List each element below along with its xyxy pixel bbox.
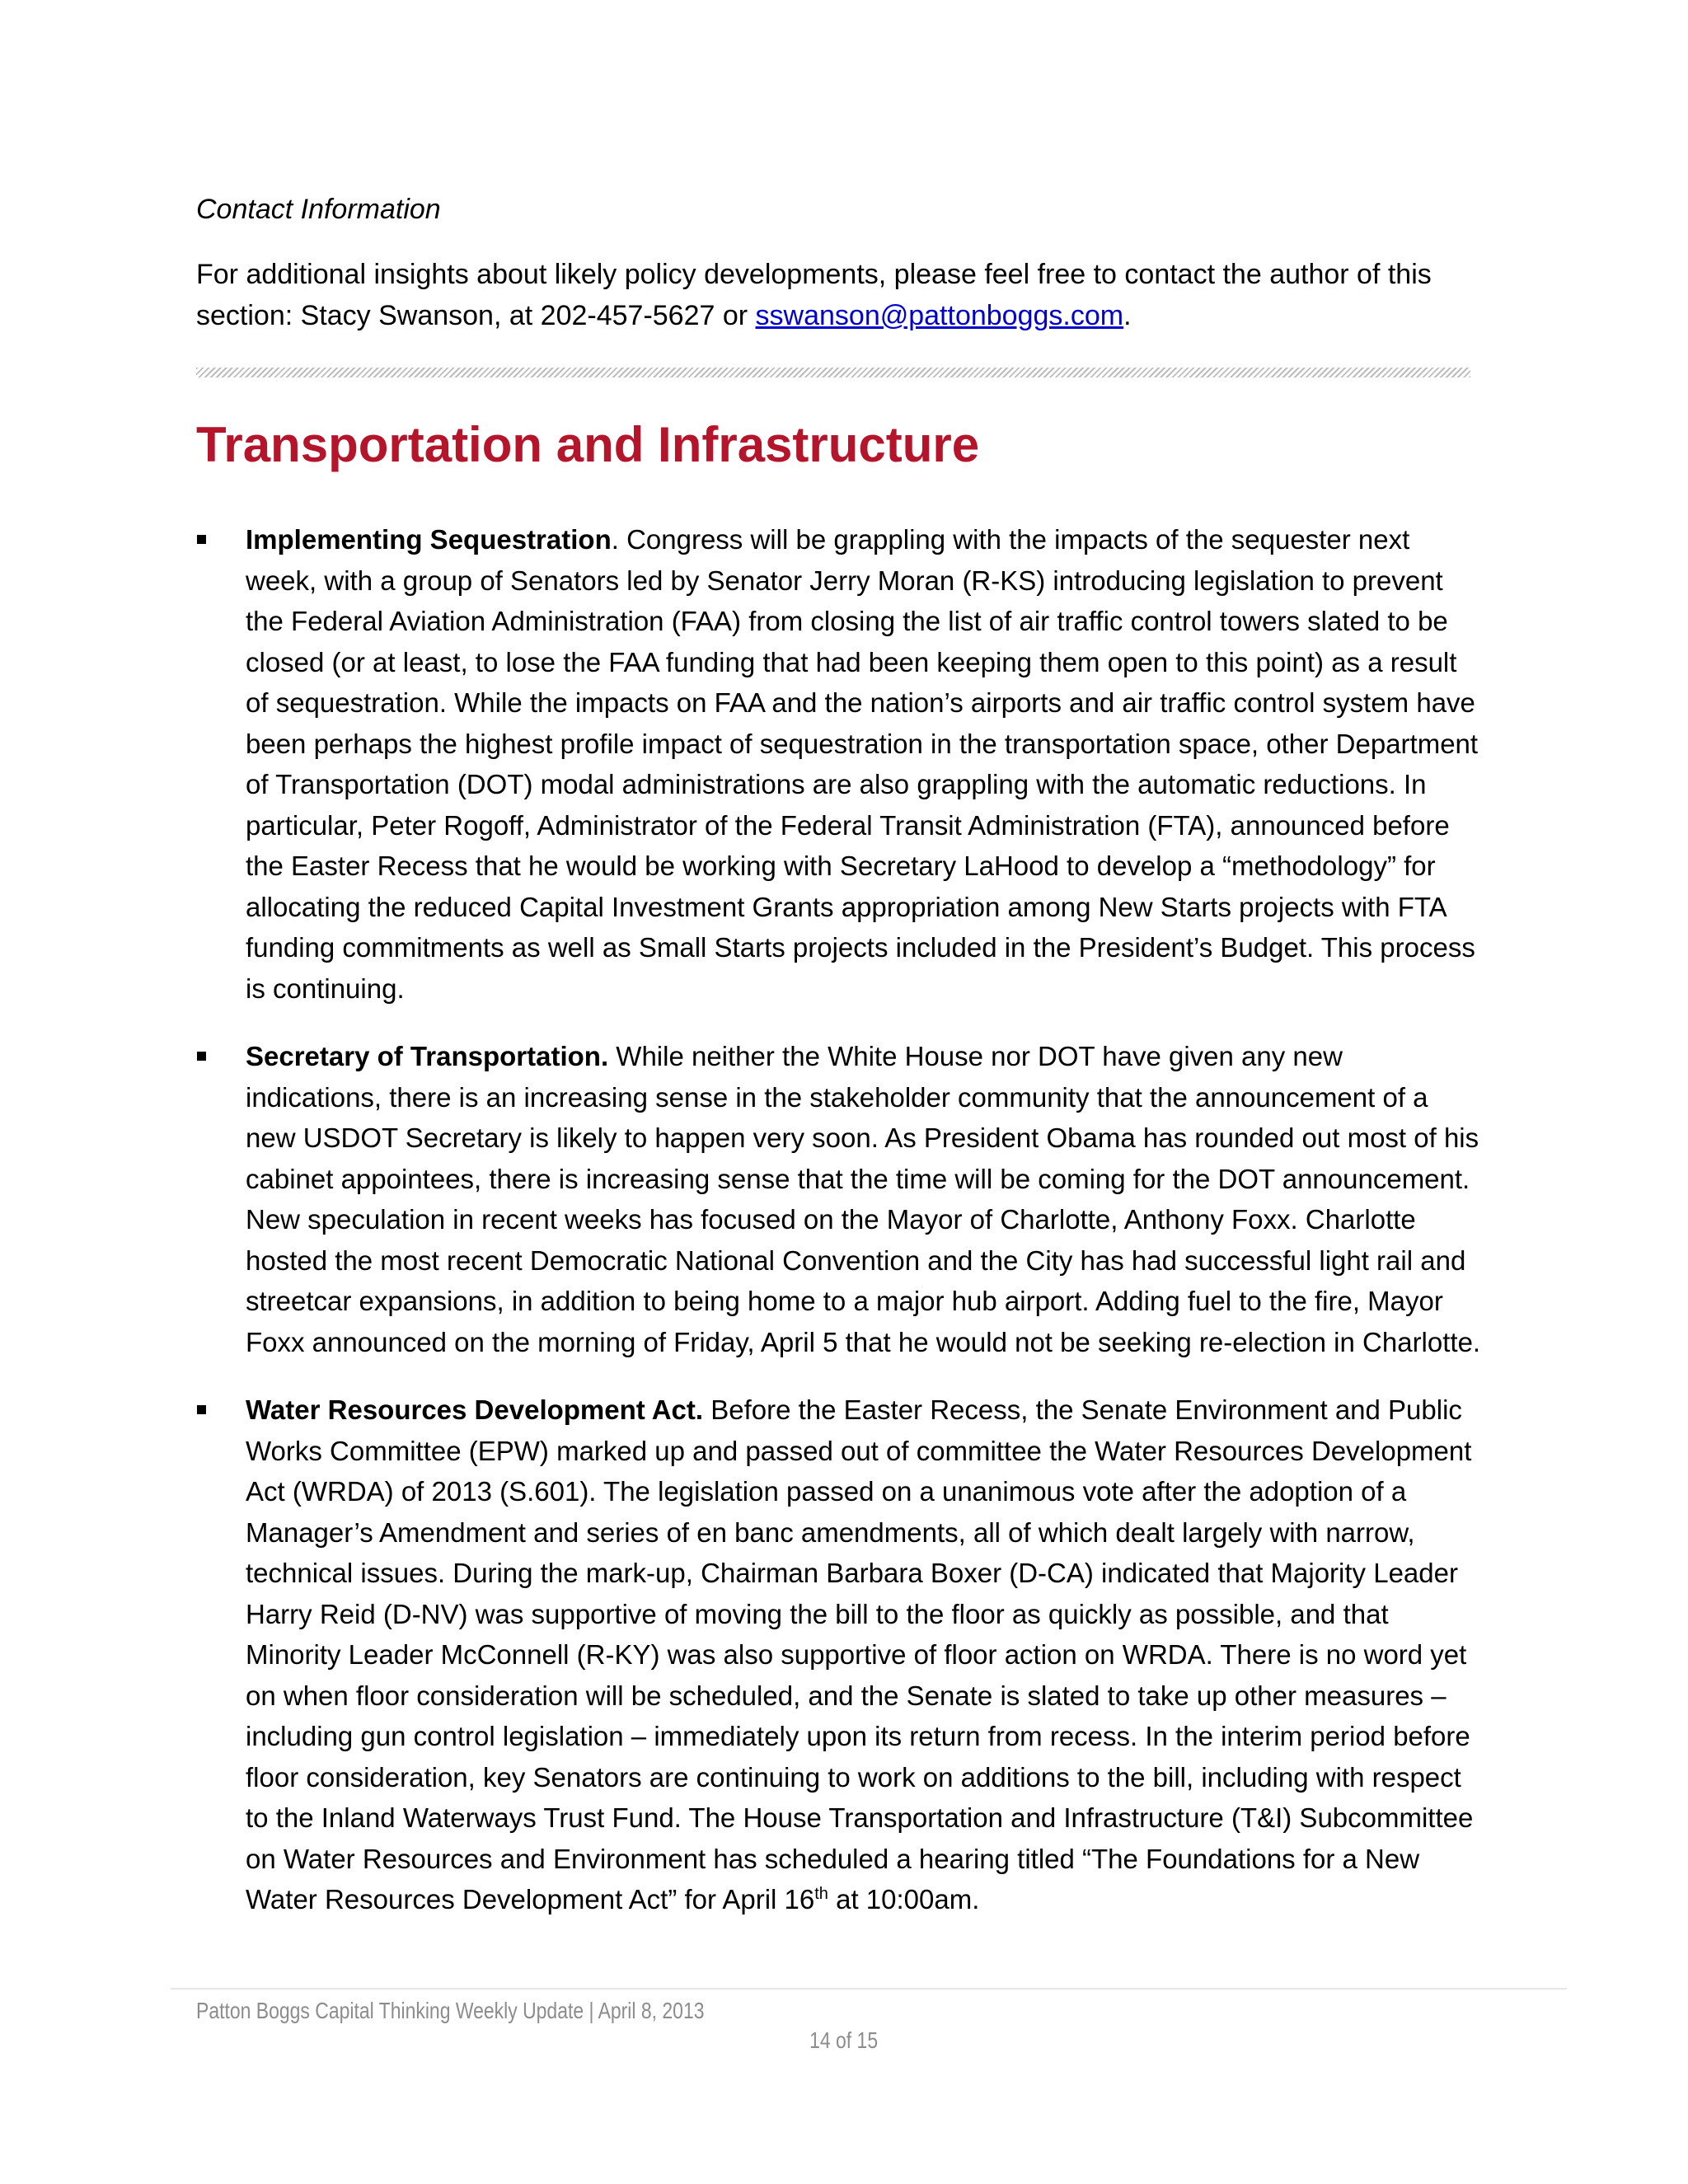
contact-heading: Contact Information [196, 194, 441, 225]
contact-paragraph [196, 254, 1482, 336]
ordinal-suffix: th [814, 1885, 828, 1903]
footer-page-number-wrap [0, 2027, 1688, 2054]
footer-divider [171, 1988, 1567, 1990]
page-content [196, 190, 1482, 1947]
bullet-lead: Water Resources Development Act. [246, 1394, 704, 1425]
section-title: Transportation and Infrastructure [196, 417, 980, 472]
contact-text-end: . [1123, 300, 1132, 331]
footer-publication: Patton Boggs Capital Thinking Weekly Update | April 8, 2013 [196, 1998, 705, 2023]
hatched-divider [196, 368, 1470, 377]
bullet-item-wrda [196, 1390, 1482, 1920]
bullet-text: Before the Easter Recess, the Senate Environment and Public Works Committee (EPW) marked up and passed out of committee the Water Resources Development Act (WRDA) of 2013 (S.601). The legislation passed on a unanimous vote after the adoption of a Manager’s Amendment and series of en banc amendments, all of which dealt largely with narrow, technical issues. During the mark-up, Chairman Barbara Boxer (D-CA) indicated that Majority Leader Harry Reid (D-NV) was supportive of moving the bill to the floor as quickly as possible, and that Minority Leader McConnell (R-KY) was also supportive of floor action on WRDA. There is no word yet on when floor consideration will be scheduled, and the Senate is slated to take up other measures – including gun control legislation – immediately upon its return from recess. In the interim period before floor consideration, key Senators are continuing to work on additions to the bill, including with respect to the Inland Waterways Trust Fund. The House Transportation and Infrastructure (T&I) Subcommittee on Water Resources and Environment has scheduled a hearing titled “The Foundations for a New Water Resources Development Act” for April 16 [246, 1394, 1474, 1915]
bullet-item-secretary [196, 1036, 1482, 1362]
bullet-text-end: at 10:00am. [828, 1884, 980, 1915]
bullet-lead: Implementing Sequestration [246, 524, 612, 555]
bullet-list [196, 519, 1482, 1920]
square-bullet-icon [197, 1052, 206, 1061]
square-bullet-icon [197, 535, 206, 544]
bullet-text: . Congress will be grappling with the impacts of the sequester next week, with a group of Senators led by Senator Jerry Moran (R-KS) introducing legislation to prevent the Federal Aviation Administration (FAA) from closing the list of air traffic control towers slated to be closed (or at least, to lose the FAA funding that had been keeping them open to this point) as a result of sequestration. While the impacts on FAA and the nation’s airports and air traffic control system have been perhaps the highest profile impact of sequestration in the transportation space, other Department of Transportation (DOT) modal administrations are also grappling with the automatic reductions. In particular, Peter Rogoff, Administrator of the Federal Transit Administration (FTA), announced before the Easter Recess that he would be working with Secretary LaHood to develop a “methodology” for allocating the reduced Capital Investment Grants appropriation among New Starts projects with FTA funding commitments as well as Small Starts projects included in the President’s Budget. This process is continuing. [246, 524, 1479, 1004]
bullet-text: While neither the White House nor DOT have given any new indications, there is an increasing sense in the stakeholder community that the announcement of a new USDOT Secretary is likely to happen very soon. As President Obama has rounded out most of his cabinet appointees, there is increasing sense that the time will be coming for the DOT announcement. New speculation in recent weeks has focused on the Mayor of Charlotte, Anthony Foxx. Charlotte hosted the most recent Democratic National Convention and the City has had successful light rail and streetcar expansions, in addition to being home to a major hub airport. Adding fuel to the fire, Mayor Foxx announced on the morning of Friday, April 5 that he would not be seeking re-election in Charlotte. [246, 1041, 1481, 1357]
email-link[interactable]: sswanson@pattonboggs.com [755, 300, 1124, 331]
bullet-lead: Secretary of Transportation. [246, 1041, 609, 1071]
bullet-item-sequestration [196, 519, 1482, 1009]
contact-text: For additional insights about likely policy developments, please feel free to contact the author of this section: Stacy Swanson, at 202-457-5627 or [196, 259, 1432, 331]
square-bullet-icon [197, 1405, 206, 1414]
page-number: 14 of 15 [809, 2027, 879, 2053]
